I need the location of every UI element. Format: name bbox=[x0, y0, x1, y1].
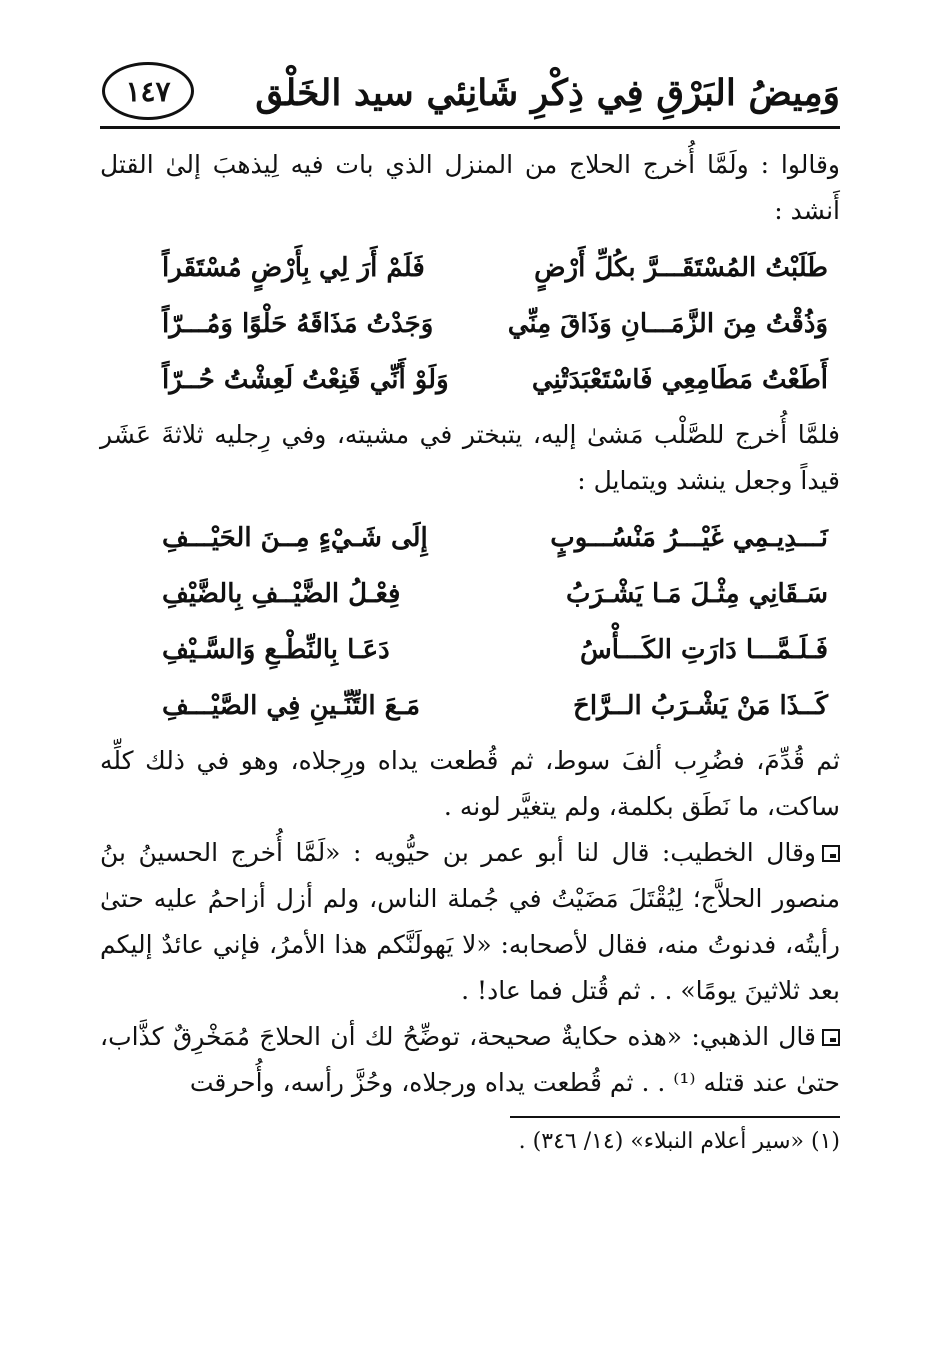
paragraph-dhahabi bbox=[100, 1014, 840, 1106]
verse-first-hemistich: وَذُقْتُ مِنَ الزَّمَـــانِ وَذَاقَ مِنِّي bbox=[507, 309, 828, 339]
running-title: وَمِيضُ البَرْقِ فِي ذِكْرِ شَانِئي سيد الخَلْق bbox=[255, 72, 840, 114]
verse-first-hemistich: كَــذَا مَنْ يَشْـرَبُ الــرَّاحَ bbox=[573, 691, 828, 721]
verse-first-hemistich: طَلَبْتُ المُسْتَقَـــرَّ بكُلِّ أَرْضٍ bbox=[534, 253, 828, 283]
paragraph-marker-icon bbox=[822, 1029, 840, 1046]
verse-first-hemistich: أَطَعْتُ مَطَامِعِي فَاسْتَعْبَدَتْنِي bbox=[531, 365, 828, 395]
verse-first-hemistich: فَـلَـمَّـــا دَارَتِ الكَـــأْسُ bbox=[579, 635, 828, 665]
verse-line bbox=[100, 566, 840, 622]
verse-line bbox=[100, 510, 840, 566]
paragraph-marker-icon bbox=[822, 845, 840, 862]
paragraph-khatib-text: وقال الخطيب: قال لنا أبو عمر بن حيُّويه : «لَمَّا أُخرج الحسينُ بنُ منصور الحلاَّج؛ لِيُقْتَلَ مَضَيْتُ في جُملة الناس، ولم أزل أزاحمُ عليه حتىٰ رأيتُه، فدنوتُ منه، فقال لأصحابه: «لا يَهولَنَّكم هذا الأمرُ، فإني عائدٌ إليكم بعد ثلاثينَ يومًا» . . ثم قُتل فما عاد! . bbox=[100, 838, 840, 1005]
verse-line bbox=[100, 240, 840, 296]
verse-first-hemistich: نَـــدِيـمِي غَيْـــرُ مَنْسُـــوبٍ bbox=[550, 523, 828, 553]
verse-line bbox=[100, 352, 840, 408]
page-header bbox=[100, 60, 840, 132]
poem-second bbox=[100, 510, 840, 734]
footnote-rule bbox=[510, 1116, 840, 1118]
verse-second-hemistich bbox=[100, 365, 495, 395]
verse-line bbox=[100, 678, 840, 734]
paragraph-dhahabi-text: قال الذهبي: «هذه حكايةٌ صحيحة، توضِّحُ لك أن الحلاجَ مُمَخْرِقٌ كذَّاب، حتىٰ عند قتله ⁽¹⁾ . . ثم قُطعت يداه ورجلاه، وحُزَّ رأسه، وأُحرقت bbox=[100, 1022, 840, 1097]
verse-second-text: فِعْـلُ الضَّيْــفِ بِالضَّيْفِ bbox=[162, 579, 401, 609]
paragraph-hallaj-departure: وقالوا : ولَمَّا أُخرج الحلاج من المنزل الذي بات فيه لِيذهبَ إلىٰ القتل أَنشد : bbox=[100, 150, 840, 225]
verse-second-hemistich bbox=[100, 579, 495, 609]
paragraph-khatib bbox=[100, 830, 840, 1014]
verse-second-hemistich bbox=[100, 309, 495, 339]
verse-line bbox=[100, 296, 840, 352]
poem-first bbox=[100, 240, 840, 408]
verse-second-hemistich bbox=[100, 523, 495, 553]
verse-line bbox=[100, 622, 840, 678]
verse-second-text: مَـعَ التِّنِّـينِ فِي الصَّيْـــفِ bbox=[162, 691, 421, 721]
page bbox=[100, 60, 840, 1162]
verse-second-text: وَجَدْتُ مَذَاقَهُ حَلْوًا وَمُـــرّاً bbox=[162, 309, 434, 339]
paragraph-crucifixion: فلمَّا أُخرج للصَّلْب مَشىٰ إليه، يتبختر في مشيته، وفي رِجليه ثلاثةَ عَشَر قيداً وجعل ينشد ويتمايل : bbox=[100, 420, 840, 495]
footnote: (١) «سير أعلام النبلاء» (١٤/ ٣٤٦) . bbox=[518, 1129, 840, 1154]
verse-second-hemistich bbox=[100, 691, 495, 721]
verse-second-text: وَلَوْ أَنِّي قَنِعْتُ لَعِشْتُ حُــرّاً bbox=[162, 365, 449, 395]
verse-second-hemistich bbox=[100, 635, 495, 665]
verse-second-text: إِلَى شَـيْءٍ مِــنَ الحَيْـــفِ bbox=[162, 523, 428, 553]
verse-second-hemistich bbox=[100, 253, 495, 283]
verse-first-hemistich: سَـقَانِي مِثْـلَ مَـا يَشْـرَبُ bbox=[566, 579, 828, 609]
header-rule bbox=[100, 126, 840, 129]
page-number: ١٤٧ bbox=[102, 62, 194, 120]
verse-second-text: فَلَمْ أَرَ لِي بِأَرْضٍ مُسْتَقَراً bbox=[162, 253, 425, 283]
verse-second-text: دَعَـا بِالنِّطْـعِ وَالسَّـيْفِ bbox=[162, 635, 390, 665]
paragraph-execution: ثم قُدِّمَ، فضُرِب ألفَ سوط، ثم قُطعت يداه ورِجلاه، وهو في ذلك كلِّه ساكت، ما نَطَق بكلمة، ولم يتغيَّر لونه . bbox=[100, 746, 840, 821]
